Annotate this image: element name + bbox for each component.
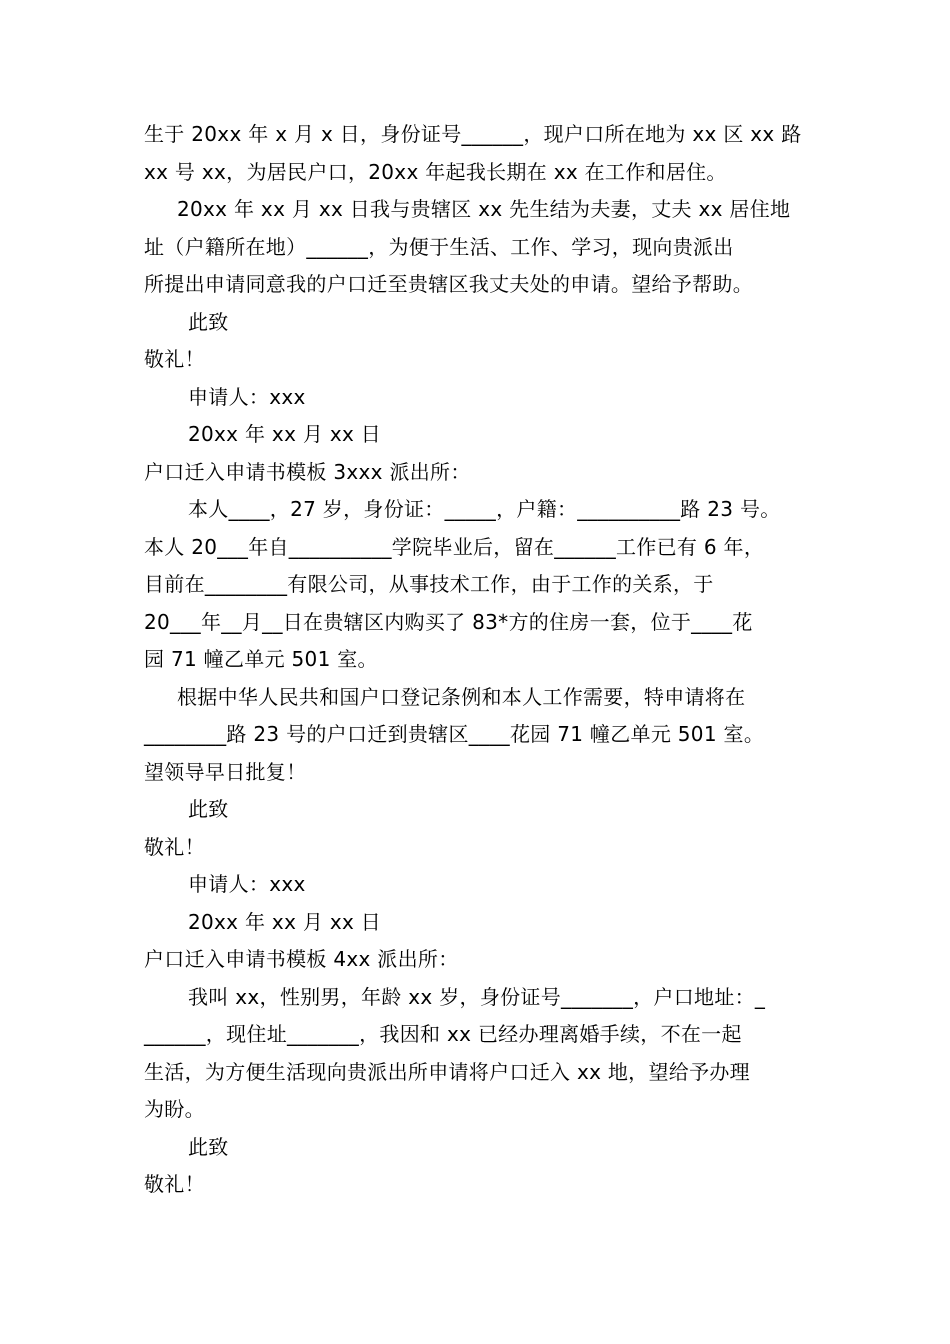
- text-line: xx 号 xx，为居民户口，20xx 年起我长期在 xx 在工作和居住。: [144, 159, 727, 184]
- document-body: [144, 116, 824, 1204]
- text-line: 20___年__月__日在贵辖区内购买了 83*方的住房一套，位于____花: [144, 609, 753, 634]
- text-line: 址（户籍所在地）______，为便于生活、工作、学习，现向贵派出: [144, 234, 734, 259]
- text-line: 目前在________有限公司，从事技术工作，由于工作的关系，于: [144, 572, 714, 596]
- closing-regards: 敬礼！: [144, 1172, 205, 1196]
- text-line: 所提出申请同意我的户口迁至贵辖区我丈夫处的申请。望给予帮助。: [144, 272, 753, 296]
- text-line: 我叫 xx，性别男，年龄 xx 岁，身份证号_______，户口地址：_: [188, 984, 766, 1009]
- text-line: ________路 23 号的户口迁到贵辖区____花园 71 幢乙单元 501 室。: [144, 722, 765, 746]
- text-line: 生活，为方便生活现向贵派出所申请将户口迁入 xx 地，望给予办理: [144, 1059, 750, 1084]
- text-line: 本人____，27 岁，身份证：_____，户籍：__________路 23 号。: [188, 497, 781, 521]
- text-line: 根据中华人民共和国户口登记条例和本人工作需要，特申请将在: [177, 684, 746, 709]
- closing-regards: 敬礼！: [144, 347, 205, 371]
- text-line: 20xx 年 xx 月 xx 日我与贵辖区 xx 先生结为夫妻，丈夫 xx 居住地: [177, 197, 791, 221]
- closing-regards: 敬礼！: [144, 834, 205, 859]
- text-line: 园 71 幢乙单元 501 室。: [144, 647, 378, 671]
- applicant-signature: 申请人：xxx: [188, 384, 306, 409]
- closing-salutation: 此致: [188, 309, 229, 334]
- application-date: 20xx 年 xx 月 xx 日: [188, 422, 382, 446]
- text-line: 本人 20___年自__________学院毕业后，留在______工作已有 6 年，: [144, 534, 765, 559]
- application-date: 20xx 年 xx 月 xx 日: [188, 909, 382, 934]
- closing-salutation: 此致: [188, 797, 229, 821]
- text-line: 望领导早日批复！: [144, 759, 307, 784]
- text-line: 为盼。: [144, 1097, 205, 1121]
- template-heading: 户口迁入申请书模板 3xxx 派出所：: [144, 459, 471, 484]
- applicant-signature: 申请人：xxx: [188, 872, 306, 896]
- text-line: ______，现住址_______，我因和 xx 已经办理离婚手续，不在一起: [144, 1022, 742, 1046]
- template-heading: 户口迁入申请书模板 4xx 派出所：: [144, 947, 459, 971]
- text-line: 生于 20xx 年 x 月 x 日，身份证号______，现户口所在地为 xx 区 xx 路: [144, 122, 802, 146]
- closing-salutation: 此致: [188, 1134, 229, 1159]
